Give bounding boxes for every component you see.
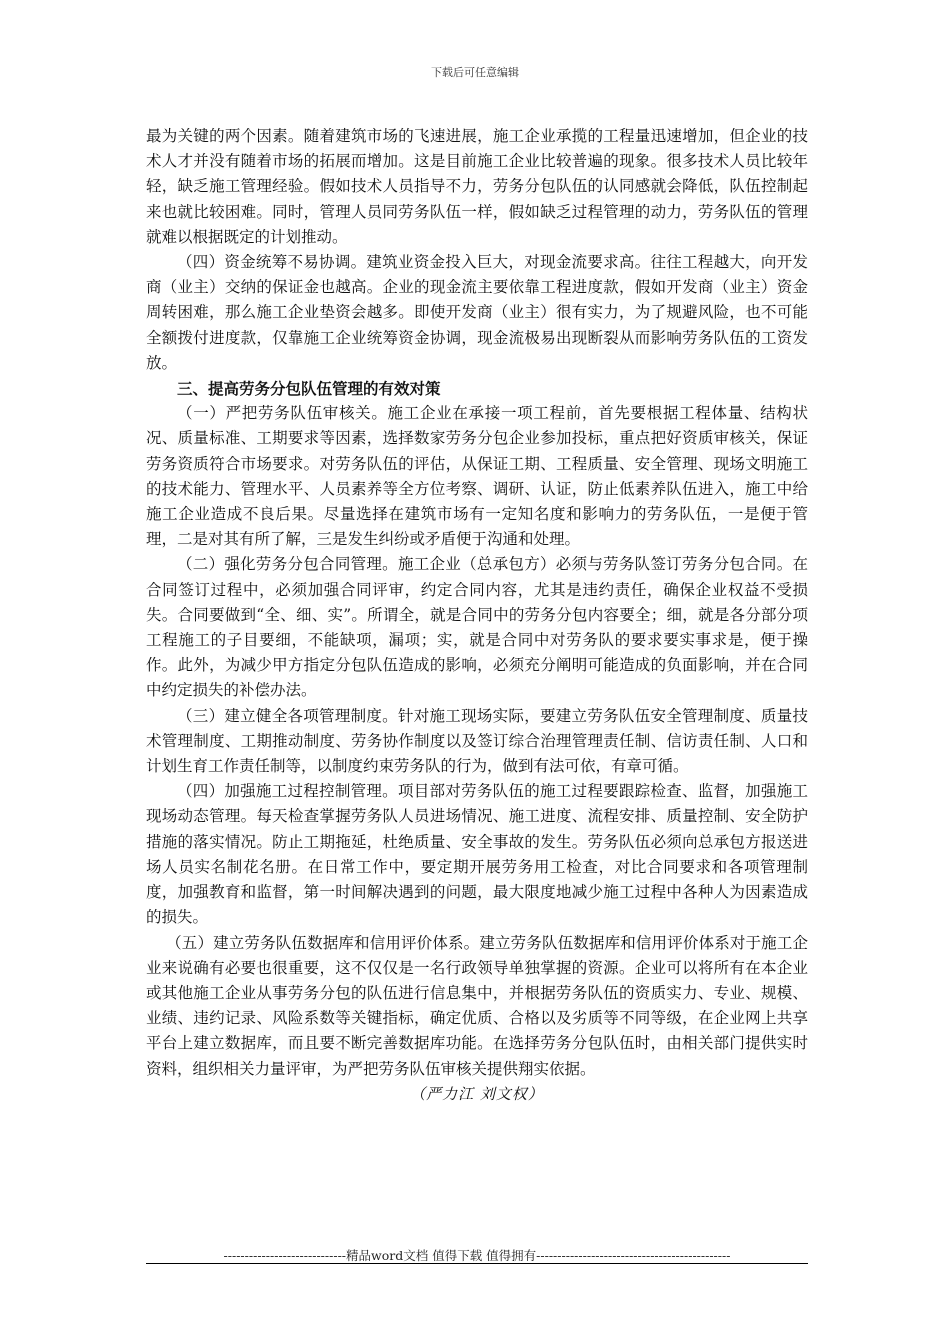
paragraph: （四）资金统筹不易协调。建筑业资金投入巨大，对现金流要求高。往往工程越大，向开发商（业主）交纳的保证金也越高。企业的现金流主要依靠工程进度款，假如开发商（业主）资金周转困难，那么施工企业垫资会越多。即使开发商（业主）很有实力，为了规避风险，也不可能全额拨付进度款，仅靠施工企业统筹资金协调，现金流极易出现断裂从而影响劳务队伍的工资发放。: [146, 253, 808, 372]
author-line: （严力江 刘文权）: [410, 1084, 544, 1103]
paragraph: （五）建立劳务队伍数据库和信用评价体系。建立劳务队伍数据库和信用评价体系对于施工企业来说确有必要也很重要，这不仅仅是一名行政领导单独掌握的资源。企业可以将所有在本企业或其他施工企业从事劳务分包的队伍进行信息集中，并根据劳务队伍的资质实力、专业、规模、业绩、违约记录、风险系数等关键指标，确定优质、合格以及劣质等不同等级，在企业网上共享平台上建立数据库，而且要不断完善数据库功能。在选择劳务分包队伍时，由相关部门提供实时资料，组织相关力量评审，为严把劳务队伍审核关提供翔实依据。: [146, 933, 808, 1078]
document-body: [146, 124, 808, 1107]
footer-divider: [146, 1263, 808, 1264]
paragraph: （二）强化劳务分包合同管理。施工企业（总承包方）必须与劳务队签订劳务分包合同。在合同签订过程中，必须加强合同评审，约定合同内容，尤其是违约责任，确保企业权益不受损失。合同要做到“全、细、实”。所谓全，就是合同中的劳务分包内容要全；细，就是各分部分项工程施工的子目要细，不能缺项，漏项；实，就是合同中对劳务队的要求要实事求是，便于操作。此外，为减少甲方指定分包队伍造成的影响，必须充分阐明可能造成的负面影响，并在合同中约定损失的补偿办法。: [146, 555, 808, 700]
page-header: 下载后可任意编辑: [431, 66, 519, 79]
paragraph: （四）加强施工过程控制管理。项目部对劳务队伍的施工过程要跟踪检查、监督，加强施工现场动态管理。每天检查掌握劳务队人员进场情况、施工进度、流程安排、质量控制、安全防护措施的落实情况。防止工期拖延，杜绝质量、安全事故的发生。劳务队伍必须向总承包方报送进场人员实名制花名册。在日常工作中，要定期开展劳务用工检查，对比合同要求和各项管理制度，加强教育和监督，第一时间解决遇到的问题，最大限度地减少施工过程中各种人为因素造成的损失。: [146, 782, 808, 927]
paragraph: （三）建立健全各项管理制度。针对施工现场实际，要建立劳务队伍安全管理制度、质量技术管理制度、工期推动制度、劳务协作制度以及签订综合治理管理责任制、信访责任制、人口和计划生育工作责任制等，以制度约束劳务队的行为，做到有法可依，有章可循。: [146, 706, 808, 776]
paragraph: （一）严把劳务队伍审核关。施工企业在承接一项工程前，首先要根据工程体量、结构状况、质量标准、工期要求等因素，选择数家劳务分包企业参加投标，重点把好资质审核关，保证劳务资质符合市场要求。对劳务队伍的评估，从保证工期、工程质量、安全管理、现场文明施工的技术能力、管理水平、人员素养等全方位考察、调研、认证，防止低素养队伍进入，施工中给施工企业造成不良后果。尽量选择在建筑市场有一定知名度和影响力的劳务队伍，一是便于管理，二是对其有所了解，三是发生纠纷或矛盾便于沟通和处理。: [146, 404, 808, 549]
paragraph: 最为关键的两个因素。随着建筑市场的飞速进展，施工企业承揽的工程量迅速增加，但企业的技术人才并没有随着市场的拓展而增加。这是目前施工企业比较普遍的现象。很多技术人员比较年轻，缺乏施工管理经验。假如技术人员指导不力，劳务分包队伍的认同感就会降低，队伍控制起来也就比较困难。同时，管理人员同劳务队伍一样，假如缺乏过程管理的动力，劳务队伍的管理就难以根据既定的计划推动。: [146, 127, 808, 246]
section-heading: 三、提高劳务分包队伍管理的有效对策: [177, 379, 441, 399]
page-footer: -----------------------------精品word文档 值得下载 值得拥有----------------------------------------------: [223, 1248, 731, 1263]
